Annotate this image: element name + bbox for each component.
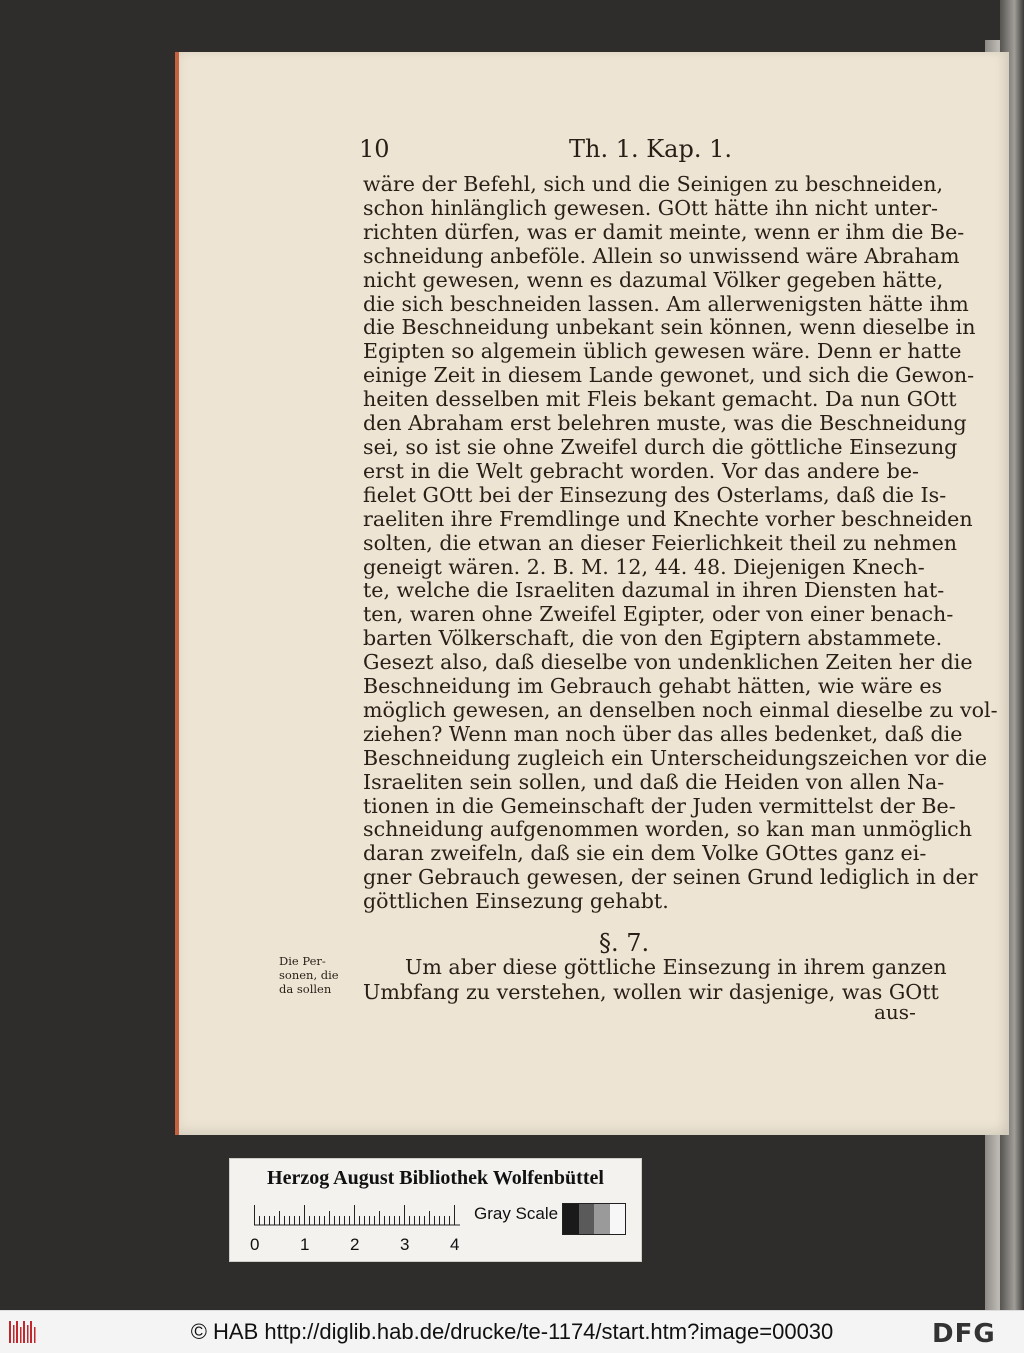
text-line: raeliten ihre Fremdlinge und Knechte vorher beschneiden: [363, 506, 973, 531]
text-line: Beschneidung zugleich ein Unterscheidungszeichen vor die: [363, 745, 988, 770]
gray-swatch: [610, 1204, 626, 1234]
margin-note-line: Die Per-: [279, 954, 326, 968]
text-line: ziehen? Wenn man noch über das alles bedenket, daß die: [363, 721, 963, 746]
text-line: daran zweifeln, daß sie ein dem Volke GOttes ganz ei-: [363, 841, 927, 866]
gray-scale-swatches: [562, 1203, 626, 1235]
text-line: heiten desselben mit Fleis bekant gemacht. Da nun GOtt: [363, 387, 957, 412]
second-paragraph: [363, 955, 947, 1005]
gray-swatch: [563, 1204, 579, 1234]
running-head: Th. 1. Kap. 1.: [569, 135, 733, 163]
ruler-number: 1: [300, 1235, 310, 1254]
main-paragraph: [363, 172, 998, 914]
page-number: 10: [359, 135, 390, 163]
text-line: erst in die Welt gebracht worden. Vor das andere be-: [363, 458, 919, 483]
gray-swatch: [594, 1204, 610, 1234]
text-line: einige Zeit in diesem Lande gewonet, und sich die Gewon-: [363, 363, 975, 388]
gray-swatch: [579, 1204, 595, 1234]
ruler-number: 2: [350, 1235, 360, 1254]
ruler-number: 0: [250, 1235, 260, 1254]
catchword: aus-: [874, 1000, 916, 1024]
text-line: schneidung aufgenommen worden, so kan man unmöglich: [363, 817, 972, 842]
text-line: Beschneidung im Gebrauch gehabt hätten, wie wäre es: [363, 674, 943, 699]
text-line: gner Gebrauch gewesen, der seinen Grund lediglich in der: [363, 865, 978, 890]
margin-note-line: da sollen: [279, 982, 332, 996]
text-line: schon hinlänglich gewesen. GOtt hätte ihn nicht unter-: [363, 195, 938, 220]
text-line: Israeliten sein sollen, und daß die Heiden von allen Na-: [363, 769, 945, 794]
color-scale-card: [229, 1158, 642, 1262]
text-line: fielet GOtt bei der Einsezung des Osterlams, daß die Is-: [363, 482, 947, 507]
text-line: Umbfang zu verstehen, wollen wir dasjenige, was GOtt: [363, 980, 939, 1004]
margin-note: [279, 954, 359, 996]
ruler-number: 3: [400, 1235, 410, 1254]
text-line: Um aber diese göttliche Einsezung in ihrem ganzen: [405, 955, 947, 979]
text-line: ten, waren ohne Zweifel Egipter, oder von einer benach-: [363, 602, 954, 627]
text-line: göttlichen Einsezung gehabt.: [363, 889, 669, 914]
footer-bar: [0, 1310, 1024, 1353]
text-line: richten dürfen, was er damit meinte, wenn er ihm die Be-: [363, 219, 965, 244]
text-line: wäre der Befehl, sich und die Seinigen zu beschneiden,: [363, 172, 944, 196]
text-line: Egipten so algemein üblich gewesen wäre. Denn er hatte: [363, 339, 962, 364]
text-line: den Abraham erst belehren muste, was die Beschneidung: [363, 411, 967, 436]
text-line: möglich gewesen, an denselben noch einmal dieselbe zu vol-: [363, 697, 998, 722]
text-line: geneigt wären. 2. B. M. 12, 44. 48. Diejenigen Knech-: [363, 554, 925, 579]
book-page: [175, 52, 1009, 1135]
text-line: te, welche die Israeliten dazumal in ihren Diensten hat-: [363, 578, 945, 603]
text-line: Gesezt also, daß dieselbe von undenklichen Zeiten her die: [363, 650, 973, 675]
margin-note-line: sonen, die: [279, 968, 339, 982]
dfg-logo: DFG: [932, 1319, 996, 1349]
ruler-numbers: [250, 1235, 480, 1255]
text-line: schneidung anbeföle. Allein so unwissend wäre Abraham: [363, 243, 960, 268]
text-line: sei, so ist sie ohne Zweifel durch die göttliche Einsezung: [363, 434, 958, 459]
library-name: Herzog August Bibliothek Wolfenbüttel: [267, 1167, 604, 1189]
text-line: nicht gewesen, wenn es dazumal Völker gegeben hätte,: [363, 267, 944, 292]
copyright-url: © HAB http://diglib.hab.de/drucke/te-1174/start.htm?image=00030: [190, 1319, 834, 1344]
ruler-number: 4: [450, 1235, 460, 1254]
text-line: barten Völkerschaft, die von den Egiptern abstammete.: [363, 626, 943, 651]
gray-scale-label: Gray Scale: [474, 1204, 559, 1223]
text-line: die Beschneidung unbekant sein können, wenn dieselbe in: [363, 315, 976, 340]
text-line: solten, die etwan an dieser Feierlichkeit theil zu nehmen: [363, 530, 958, 555]
text-line: tionen in die Gemeinschaft der Juden vermittelst der Be-: [363, 793, 956, 818]
ruler-ticks: [254, 1204, 460, 1226]
text-line: die sich beschneiden lassen. Am allerwenigsten hätte ihm: [363, 291, 969, 316]
section-mark: §. 7.: [599, 929, 650, 957]
